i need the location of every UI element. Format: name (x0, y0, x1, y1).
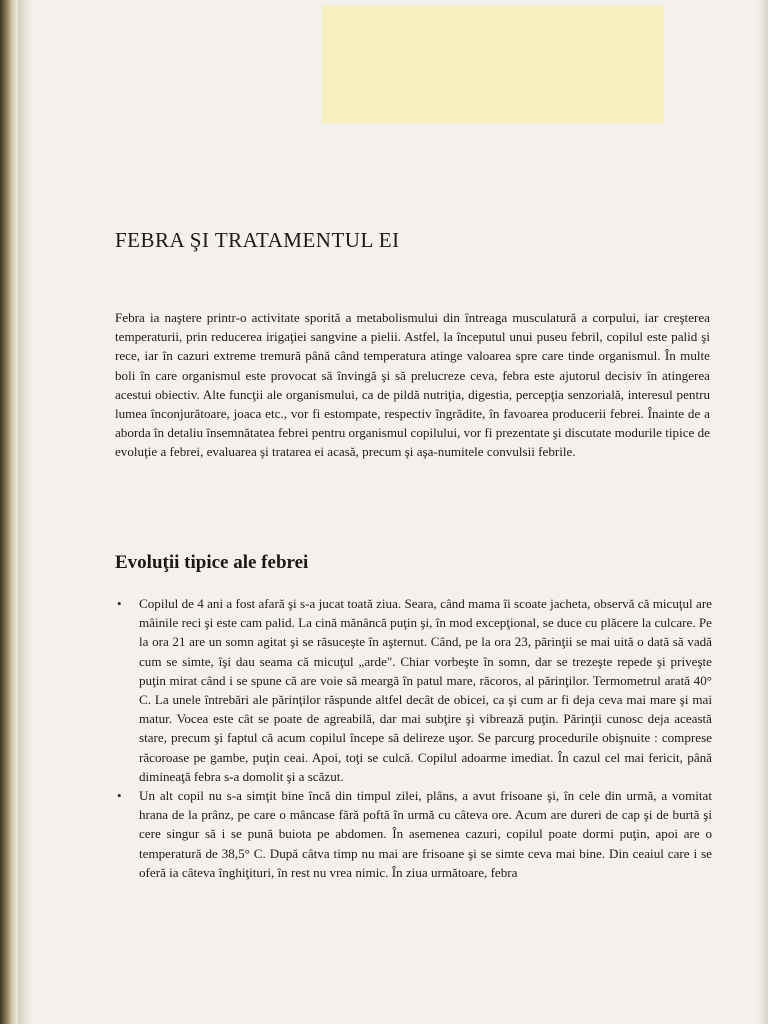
page-title: FEBRA ŞI TRATAMENTUL EI (115, 228, 400, 252)
section-heading: Evoluţii tipice ale febrei (115, 552, 309, 573)
bullet-list (115, 594, 712, 882)
bullet-icon: • (117, 596, 122, 611)
list-item-text: Copilul de 4 ani a fost afară şi s-a jucat toată ziua. Seara, când mama îi scoate jacheta, observă că micuţul are mâinile reci şi este cam palid. La cină mănâncă puţin şi, în mod excepţional, se duce cu plăcere la culcare. Pe la ora 21 are un somn agitat şi se răsuceşte în aşternut. Când, pe la ora 23, părinţii se mai uită o dată să vadă cum se simte, îşi dau seama că micuţul „arde". Chiar vorbeşte în somn, dar se trezeşte repede şi priveşte puţin mirat când i se spune că are voie să meargă în patul mare, răcoros, al părinţilor. Termometrul arată 40° C. La unele întrebări ale părinţilor răspunde altfel decât de obicei, ca şi cum ar fi deja ceva mai mare şi mai matur. Vocea este cât se poate de agreabilă, dar mai subţire şi vibrează puţin. Părinţii cunosc deja această stare, precum şi faptul că acum copilul începe să delireze uşor. Se parcurg procedurile obişnuite : comprese răcoroase pe gambe, puţin ceai. Apoi, toţi se culcă. Copilul adoarme imediat. În cazul cel mai fericit, până dimineaţă febra s-a domolit şi a scăzut. (139, 596, 712, 784)
highlight-box (322, 6, 664, 124)
list-item (115, 786, 712, 882)
book-binding-edge (0, 0, 18, 1024)
intro-paragraph: Febra ia naştere printr-o activitate sporită a metabolismului din întreaga musculatură a corpului, iar creşterea temperaturii, prin reducerea irigaţiei sangvine a pielii. Astfel, la începutul unui puseu febril, copilul este palid şi rece, iar în cazuri extreme tremură până când temperatura atinge valoarea spre care tinde organismul. În multe boli în care organismul este provocat să învingă şi să prelucreze ceva, febra este ajutorul decisiv în atingerea acestui obiectiv. Alte funcţii ale organismului, ca de pildă nutriţia, digestia, percepţia senzorială, interesul pentru lumea înconjurătoare, joaca etc., vor fi estompate, respectiv îngrădite, în favoarea producerii febrei. Înainte de a aborda în detaliu însemnătatea febrei pentru organismul copilului, vor fi prezentate şi discutate modurile tipice de evoluţie a febrei, evaluarea şi tratarea ei acasă, precum şi aşa-numitele convulsii febrile. (115, 310, 710, 460)
list-item-text: Un alt copil nu s-a simţit bine încă din timpul zilei, plâns, a avut frisoane şi, în cele din urmă, a vomitat hrana de la prânz, pe care o mâncase fără poftă în urmă cu câteva ore. Acum are dureri de cap şi de burtă şi cere singur să i se pună buiota pe abdomen. În asemenea cazuri, copilul poate dormi puţin, apoi are o temperatură de 38,5° C. După câtva timp nu mai are frisoane şi se simte ceva mai bine. Din ceaiul care i se oferă ia câteva înghiţituri, în rest nu vrea nimic. În ziua următoare, febra (139, 788, 712, 880)
list-item (115, 594, 712, 786)
bullet-icon: • (117, 788, 122, 804)
page-right-edge (758, 0, 768, 1024)
binding-shadow (18, 0, 32, 1024)
